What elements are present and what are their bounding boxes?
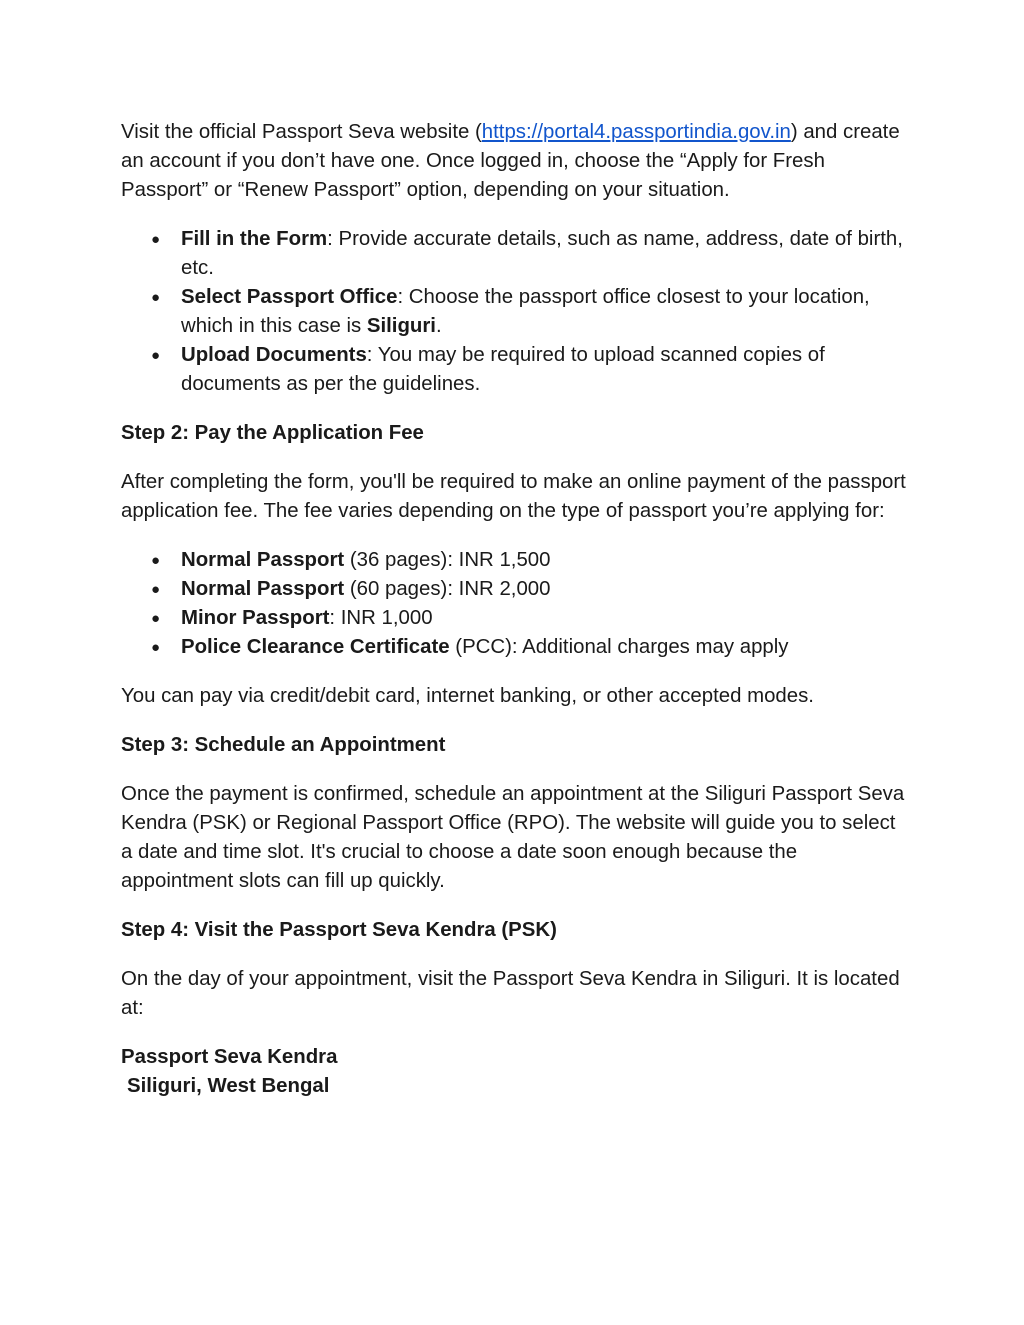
list-item-title: Fill in the Form [181,228,328,250]
list-item [121,633,911,662]
fee-list [121,546,911,662]
step3-paragraph: Once the payment is confirmed, schedule an appointment at the Siliguri Passport Seva Kendra (PSK) or Regional Passport Office (RPO). The website will guide you to select a date and time slot. It's crucial to choose a date soon enough because the appointment slots can fill up quickly. [121,783,905,892]
intro-text-after-link: ) and create an account if you don’t have one. Once logged in, choose the “Apply for Fresh Passport” or “Renew Passport” option, depending on your situation. [121,121,900,201]
payment-note: You can pay via credit/debit card, internet banking, or other accepted modes. [121,685,814,707]
list-item-location: Siliguri [366,315,436,337]
list-item-title: Select Passport Office [181,286,398,308]
list-item [121,283,911,341]
step4-heading: Step 4: Visit the Passport Seva Kendra (PSK) [121,919,557,941]
document-page [121,118,911,1101]
fee-type: Police Clearance Certificate [181,636,450,658]
list-item [121,225,911,283]
list-item [121,341,911,399]
fee-detail: : INR 1,000 [329,607,433,629]
list-item-title: Upload Documents [181,344,367,366]
fee-detail: (36 pages): INR 1,500 [344,549,551,571]
step2-heading: Step 2: Pay the Application Fee [121,422,424,444]
step2-paragraph: After completing the form, you'll be required to make an online payment of the passport application fee. The fee varies depending on the type of passport you’re applying for: [121,471,906,522]
address-line-2: Siliguri, West Bengal [127,1075,330,1097]
list-item-text: : Provide accurate details, such as name, address, date of birth, etc. [181,228,903,279]
list-item [121,546,911,575]
fee-detail: (60 pages): INR 2,000 [344,578,551,600]
list-item [121,604,911,633]
fee-detail: (PCC): Additional charges may apply [449,636,789,658]
list-item [121,575,911,604]
address-line-1: Passport Seva Kendra [121,1046,338,1068]
fee-type: Normal Passport [181,578,345,600]
list-item-text: : Choose the passport office closest to your location, which in this case is [181,286,870,337]
fee-type: Normal Passport [181,549,345,571]
address-block [121,1043,911,1101]
list-item-text: : You may be required to upload scanned copies of documents as per the guidelines. [181,344,825,395]
step3-heading: Step 3: Schedule an Appointment [121,734,446,756]
list-item-text-end: . [435,315,442,337]
step4-paragraph: On the day of your appointment, visit the Passport Seva Kendra in Siliguri. It is located at: [121,968,900,1019]
fee-type: Minor Passport [181,607,330,629]
form-steps-list [121,225,911,399]
intro-paragraph [121,118,911,205]
passport-seva-link[interactable]: https://portal4.passportindia.gov.in [481,121,791,143]
intro-text-before-link: Visit the official Passport Seva website ( [121,121,482,143]
